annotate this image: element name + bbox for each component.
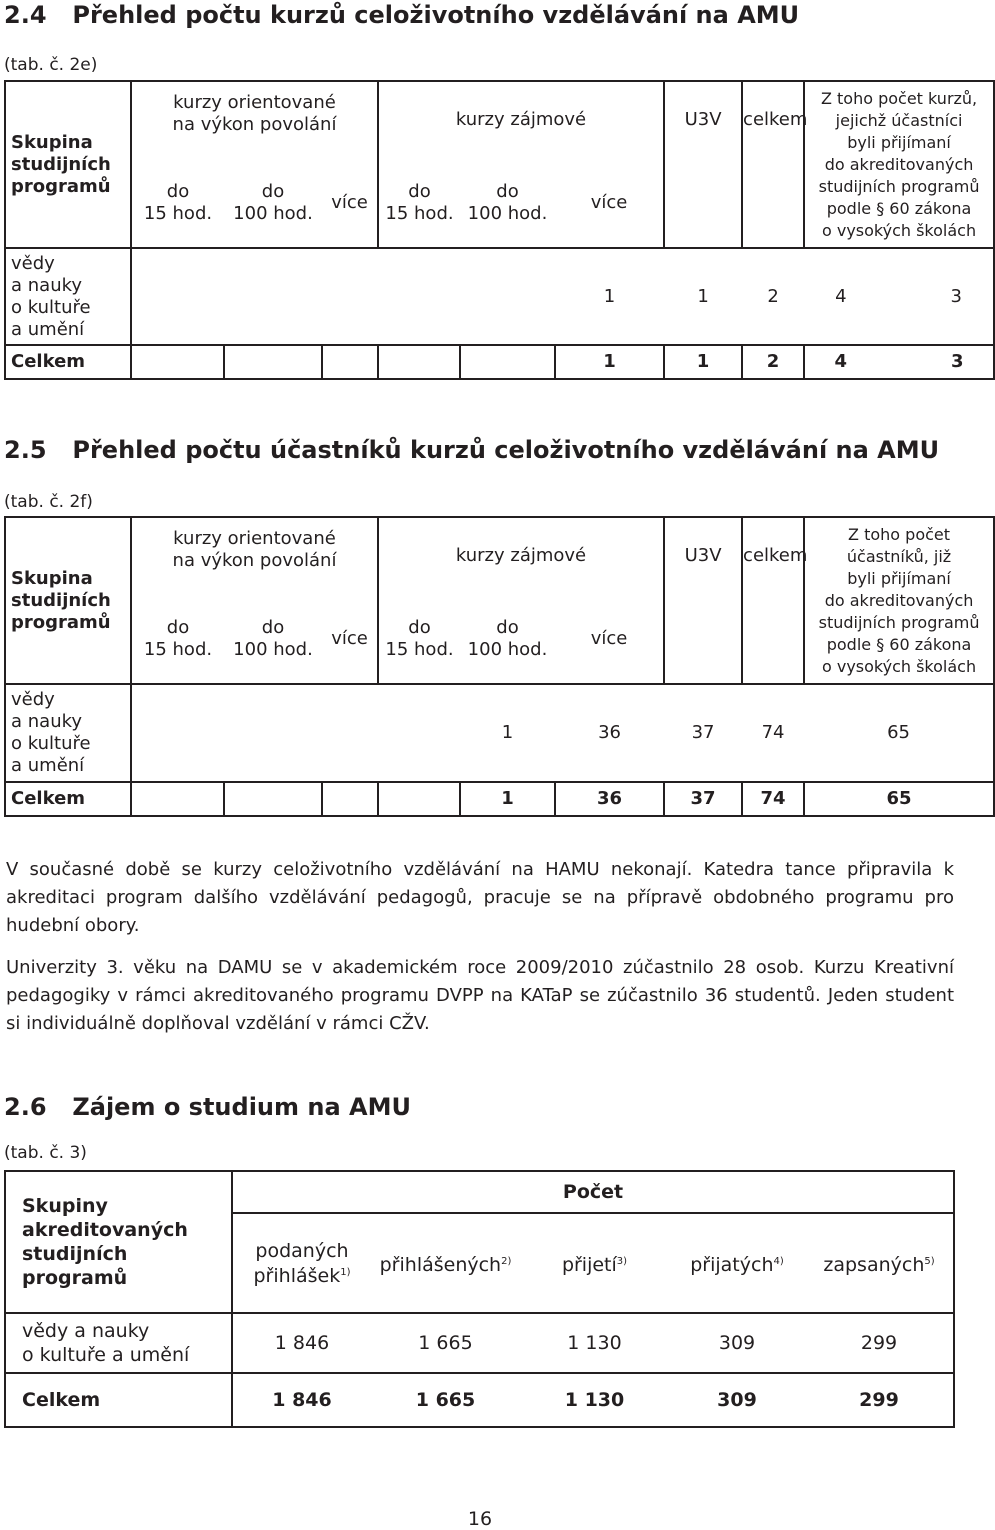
- sub-header-15h: do 15 hod.: [378, 158, 460, 248]
- cell: [224, 684, 322, 782]
- cell: 1 130: [520, 1313, 669, 1373]
- cell: [322, 248, 378, 345]
- sub-header-15h: do 15 hod.: [131, 158, 224, 248]
- accredited-header: Z toho počet kurzů, jejichž účastníci byli přijímaní do akreditovaných studijních programů podle § 60 zákona o vysokých školách: [804, 81, 994, 248]
- table-row: [5, 684, 994, 782]
- u3v-sub-cell: [664, 594, 742, 684]
- cell: [378, 345, 460, 379]
- cell: 1 665: [371, 1313, 520, 1373]
- cell: [378, 248, 460, 345]
- sub-header-100h: do 100 hod.: [460, 594, 555, 684]
- cell: 74: [742, 782, 804, 816]
- cell: 37: [664, 684, 742, 782]
- sub-header-more: více: [555, 594, 664, 684]
- total-label: Celkem: [5, 782, 131, 816]
- sub-header-100h: do 100 hod.: [224, 158, 322, 248]
- row-label: vědy a nauky o kultuře a umění: [5, 248, 131, 345]
- cell: 299: [805, 1313, 954, 1373]
- cell: [131, 684, 224, 782]
- cell: 1 846: [232, 1373, 371, 1427]
- cell: 309: [669, 1313, 805, 1373]
- col-registered: přihlášených$^{2)}$: [371, 1213, 520, 1313]
- total-sub-cell: [742, 158, 804, 248]
- cell: 1: [664, 248, 742, 345]
- cell: 2: [742, 345, 804, 379]
- sub-header-more: více: [322, 158, 378, 248]
- group-header: Skupina studijních programů: [5, 517, 131, 684]
- total-label: Celkem: [5, 1373, 232, 1427]
- section-heading-2-6: [4, 1093, 411, 1121]
- section-number: 2.6: [4, 1093, 47, 1121]
- total-row: [5, 345, 994, 379]
- table-reference: (tab. č. 3): [4, 1143, 87, 1163]
- table-reference: (tab. č. 2e): [4, 55, 98, 75]
- row-label: vědy a nauky o kultuře a umění: [5, 1313, 232, 1373]
- cell: [322, 345, 378, 379]
- section-title: Přehled počtu kurzů celoživotního vzdělávání na AMU: [72, 1, 800, 29]
- table-reference: (tab. č. 2f): [4, 492, 93, 512]
- cell: 36: [555, 684, 664, 782]
- cell: 1 130: [520, 1373, 669, 1427]
- professional-courses-header: kurzy orientované na výkon povolání: [131, 81, 378, 158]
- total-row: [5, 1373, 954, 1427]
- u3v-header: U3V: [664, 81, 742, 158]
- interest-courses-header: kurzy zájmové: [378, 81, 664, 158]
- page-number: 16: [467, 1508, 493, 1530]
- section-heading-2-4: [4, 1, 799, 29]
- cell: [322, 684, 378, 782]
- u3v-sub-cell: [664, 158, 742, 248]
- participants-table: [4, 516, 995, 817]
- cell: [224, 782, 322, 816]
- interest-table: [4, 1170, 955, 1428]
- section-number: 2.4: [4, 1, 47, 29]
- sub-header-100h: do 100 hod.: [224, 594, 322, 684]
- cell: 2: [742, 248, 804, 345]
- cell: 37: [664, 782, 742, 816]
- cell: [378, 782, 460, 816]
- col-applications: podaných přihlášek$^{1)}$: [232, 1213, 371, 1313]
- col-accepted: přijetí$^{3)}$: [520, 1213, 669, 1313]
- cell: 309: [669, 1373, 805, 1427]
- sub-header-15h: do 15 hod.: [378, 594, 460, 684]
- section-number: 2.5: [4, 436, 47, 464]
- total-header: celkem: [742, 81, 804, 158]
- cell: [224, 345, 322, 379]
- sub-header-more: více: [555, 158, 664, 248]
- cell: [378, 684, 460, 782]
- courses-table: [4, 80, 995, 380]
- cell: [131, 248, 224, 345]
- cell: [460, 248, 555, 345]
- cell: 1 846: [232, 1313, 371, 1373]
- cell: 65: [804, 782, 994, 816]
- group-header: Skupina studijních programů: [5, 81, 131, 248]
- cell: 1: [555, 248, 664, 345]
- cell: 1: [460, 782, 555, 816]
- cell: [131, 345, 224, 379]
- total-label: Celkem: [5, 345, 131, 379]
- cell: 1 665: [371, 1373, 520, 1427]
- cell: 74: [742, 684, 804, 782]
- cell: 36: [555, 782, 664, 816]
- cell: [224, 248, 322, 345]
- cell: 4 3: [804, 248, 994, 345]
- cell: 1: [664, 345, 742, 379]
- section-title: Přehled počtu účastníků kurzů celoživotního vzdělávání na AMU: [72, 436, 940, 464]
- total-row: [5, 782, 994, 816]
- col-admitted: přijatých$^{4)}$: [669, 1213, 805, 1313]
- section-title: Zájem o studium na AMU: [72, 1093, 411, 1121]
- interest-courses-header: kurzy zájmové: [378, 517, 664, 594]
- count-header: Počet: [232, 1171, 954, 1213]
- sub-header-100h: do 100 hod.: [460, 158, 555, 248]
- paragraph: V současné době se kurzy celoživotního vzdělávání na HAMU nekonají. Katedra tance připravila k akreditaci program dalšího vzdělávání pedagogů, pracuje se na přípravě obdobného programu pro hudební obory.: [6, 859, 954, 936]
- cell: 1: [460, 684, 555, 782]
- cell: 65: [804, 684, 994, 782]
- cell: [460, 345, 555, 379]
- table-row: [5, 1313, 954, 1373]
- cell: 299: [805, 1373, 954, 1427]
- cell: [322, 782, 378, 816]
- col-enrolled: zapsaných$^{5)}$: [805, 1213, 954, 1313]
- professional-courses-header: kurzy orientované na výkon povolání: [131, 517, 378, 594]
- row-label: vědy a nauky o kultuře a umění: [5, 684, 131, 782]
- total-sub-cell: [742, 594, 804, 684]
- cell: 1: [555, 345, 664, 379]
- u3v-header: U3V: [664, 517, 742, 594]
- section-heading-2-5: [4, 436, 939, 464]
- paragraph: Univerzity 3. věku na DAMU se v akademickém roce 2009/2010 zúčastnilo 28 osob. Kurzu Kreativní pedagogiky v rámci akreditovaného programu DVPP na KATaP se zúčastnilo 36 studentů. Jeden student si individuálně doplňoval vzdělání v rámci CŽV.: [6, 957, 954, 1034]
- accredited-header: Z toho počet účastníků, již byli přijímaní do akreditovaných studijních programů podle § 60 zákona o vysokých školách: [804, 517, 994, 684]
- total-header: celkem: [742, 517, 804, 594]
- sub-header-15h: do 15 hod.: [131, 594, 224, 684]
- cell: [131, 782, 224, 816]
- group-header: Skupiny akreditovaných studijních programů: [5, 1171, 232, 1313]
- cell: 4 3: [804, 345, 994, 379]
- table-row: [5, 248, 994, 345]
- sub-header-more: více: [322, 594, 378, 684]
